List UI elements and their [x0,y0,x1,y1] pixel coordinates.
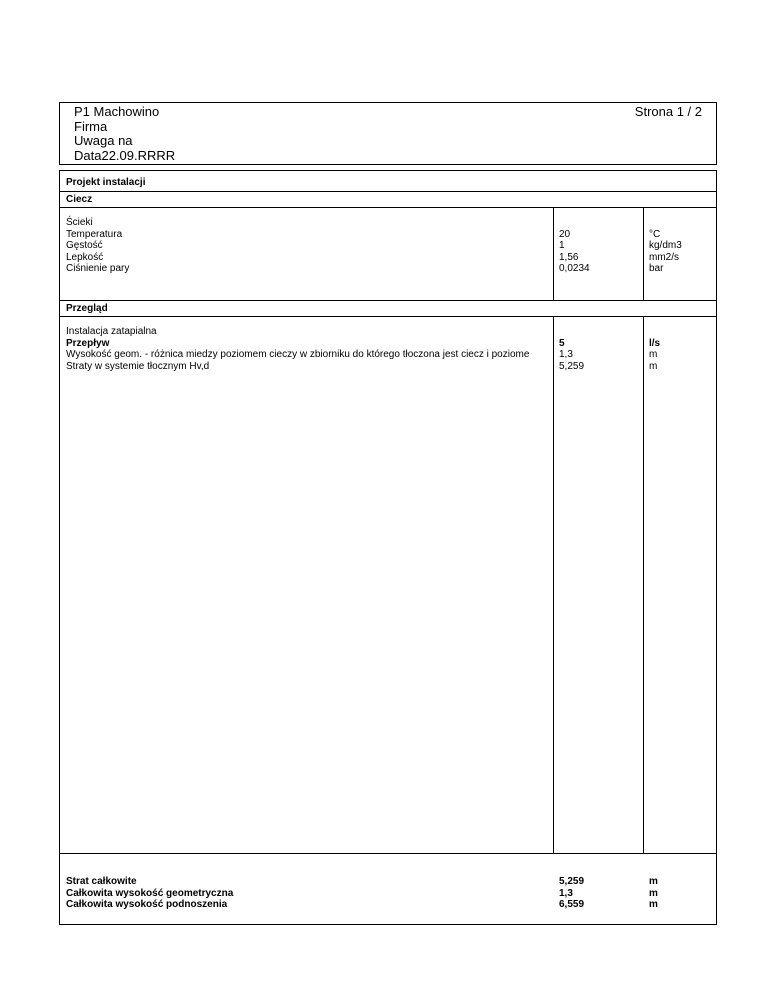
liquid-value: 1,56 [559,251,579,263]
total-unit: m [649,876,658,887]
overview-name: Instalacja zatapialna [66,326,157,337]
liquid-value: 1 [559,240,565,251]
liquid-label: Temperatura [66,228,123,240]
total-unit: m [649,899,658,910]
column-divider [553,207,554,300]
overview-value: 5 [559,337,565,349]
divider [60,316,716,317]
liquid-section-title: Ciecz [66,194,93,205]
total-value: 6,559 [559,899,585,910]
divider [60,207,716,208]
liquid-unit: kg/dm3 [649,240,682,251]
liquid-label: Ciśnienie pary [66,263,130,274]
overview-unit: m [649,360,658,372]
overview-label-geom-height: Wysokość geom. - różnica miedzy poziomem cieczy w zbiorniku do którego tłoczona jest ciecz i poziome [66,349,530,360]
totals-units [649,876,658,911]
overview-label-losses: Straty w systemie tłocznym Hv,d [66,360,210,372]
liquid-units [649,229,682,275]
liquid-unit: bar [649,263,664,274]
overview-units [649,338,660,373]
total-label: Całkowita wysokość geometryczna [66,887,234,899]
liquid-value: 0,0234 [559,263,590,274]
project-section-title: Projekt instalacji [66,177,146,188]
header-date: Data22.09.RRRR [74,147,176,163]
header-project-name: P1 Machowino [74,104,160,119]
liquid-unit: mm2/s [649,251,679,263]
liquid-values [559,229,590,275]
page-number: Strona 1 / 2 [634,104,702,119]
column-divider [643,316,644,853]
column-divider [643,207,644,300]
liquid-labels [66,217,129,275]
overview-value: 5,259 [559,360,585,372]
divider [60,300,716,301]
document-header [59,102,717,165]
overview-unit: m [649,349,658,360]
header-note: Uwaga na [74,133,133,148]
overview-value: 1,3 [559,349,573,360]
total-label: Strat całkowite [66,876,137,887]
total-unit: m [649,887,658,899]
liquid-label: Lepkość [66,251,104,263]
overview-label-flow: Przepływ [66,337,110,349]
overview-labels [66,326,529,372]
total-value: 5,259 [559,876,585,887]
liquid-unit: °C [649,228,661,240]
total-label: Całkowita wysokość podnoszenia [66,899,228,910]
overview-unit: l/s [649,337,661,349]
divider [60,191,716,192]
header-info [74,105,175,163]
column-divider [553,316,554,853]
installation-design-table [59,170,717,925]
divider [60,853,716,854]
total-value: 1,3 [559,887,573,899]
header-company: Firma [74,118,108,134]
overview-values [559,338,584,373]
totals-values [559,876,584,911]
liquid-value: 20 [559,228,571,240]
overview-section-title: Przegląd [66,303,108,314]
totals-labels [66,876,233,911]
liquid-label: Gęstość [66,240,103,251]
liquid-name: Ścieki [66,217,93,228]
